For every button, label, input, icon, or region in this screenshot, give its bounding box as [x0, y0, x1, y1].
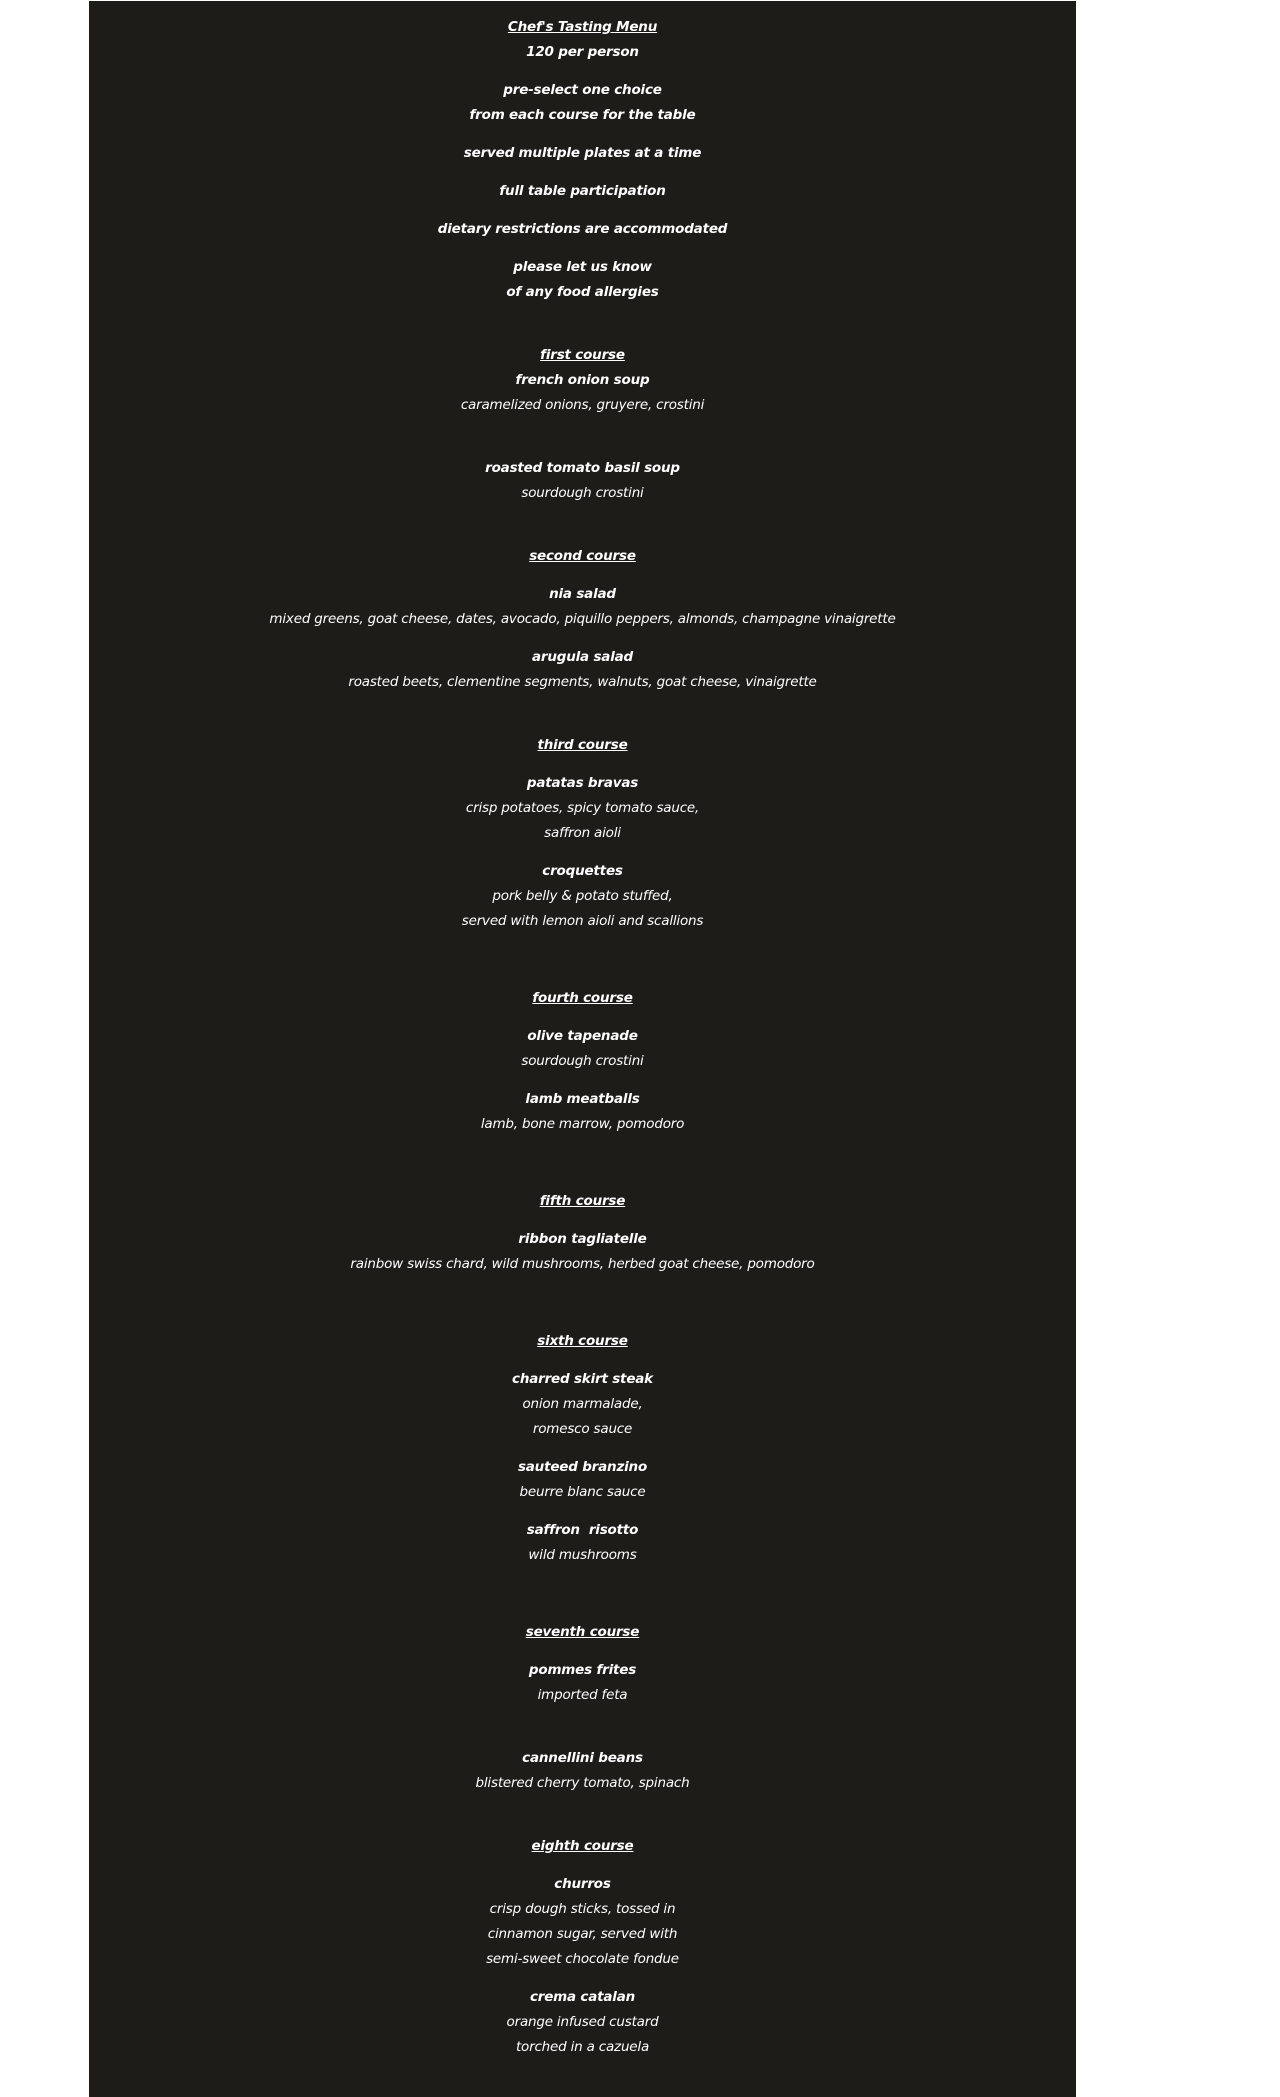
course-heading: third course [537, 737, 628, 753]
dish-description: onion marmalade, [522, 1396, 643, 1412]
note-line: full table participation [499, 183, 666, 199]
dish-name: churros [554, 1876, 611, 1892]
dish-description: rainbow swiss chard, wild mushrooms, herbed goat cheese, pomodoro [350, 1256, 815, 1272]
dish-name: lamb meatballs [525, 1091, 640, 1107]
course-sixth [89, 1329, 1076, 1568]
dish-description: sourdough crostini [521, 485, 644, 501]
dish-name: olive tapenade [527, 1028, 638, 1044]
dish-name: pommes frites [528, 1662, 637, 1678]
course-eighth [89, 1834, 1076, 2060]
course-heading: first course [540, 347, 625, 363]
dish-name: ribbon tagliatelle [518, 1231, 647, 1247]
dish-name: crema catalan [529, 1989, 636, 2005]
note-line: of any food allergies [506, 284, 659, 300]
course-first [89, 343, 1076, 506]
menu-title: Chef's Tasting Menu [507, 19, 658, 35]
course-heading: sixth course [537, 1333, 628, 1349]
dish-name: patatas bravas [526, 775, 639, 791]
dish-name: charred skirt steak [512, 1371, 653, 1387]
course-heading: fourth course [532, 990, 633, 1006]
course-second [89, 544, 1076, 695]
dish-name: saffron risotto [526, 1522, 639, 1538]
course-seventh [89, 1620, 1076, 1796]
dish-name: nia salad [549, 586, 616, 602]
note-line: served multiple plates at a time [463, 145, 702, 161]
menu-panel [89, 1, 1076, 2097]
note-line: dietary restrictions are accommodated [437, 221, 728, 237]
note-line: from each course for the table [469, 107, 696, 123]
dish-description: romesco sauce [532, 1421, 633, 1437]
note-line: pre-select one choice [503, 82, 662, 98]
dish-description: mixed greens, goat cheese, dates, avocado, piquillo peppers, almonds, champagne vinaigrette [269, 611, 896, 627]
dish-name: cannellini beans [522, 1750, 643, 1766]
dish-description: imported feta [537, 1687, 628, 1703]
course-third [89, 733, 1076, 934]
dish-description: cinnamon sugar, served with [487, 1926, 678, 1942]
dish-description: orange infused custard [506, 2014, 659, 2030]
course-heading: fifth course [539, 1193, 626, 1209]
dish-name: sauteed branzino [517, 1459, 648, 1475]
dish-description: sourdough crostini [521, 1053, 644, 1069]
course-heading: eighth course [531, 1838, 634, 1854]
dish-description: served with lemon aioli and scallions [461, 913, 704, 929]
dish-name: arugula salad [531, 649, 634, 665]
course-heading: seventh course [525, 1624, 640, 1640]
dish-description: blistered cherry tomato, spinach [475, 1775, 690, 1791]
dish-description: caramelized onions, gruyere, crostini [460, 397, 705, 413]
dish-description: semi-sweet chocolate fondue [486, 1951, 679, 1967]
dish-name: croquettes [542, 863, 623, 879]
dish-description: saffron aioli [544, 825, 621, 841]
course-fourth [89, 986, 1076, 1137]
dish-description: crisp dough sticks, tossed in [489, 1901, 676, 1917]
note-line: please let us know [513, 259, 652, 275]
dish-name: french onion soup [515, 372, 650, 388]
dish-description: roasted beets, clementine segments, walnuts, goat cheese, vinaigrette [348, 674, 817, 690]
menu-price: 120 per person [526, 44, 639, 60]
dish-description: torched in a cazuela [515, 2039, 650, 2055]
menu-notes [89, 78, 1076, 305]
dish-description: beurre blanc sauce [519, 1484, 646, 1500]
dish-description: pork belly & potato stuffed, [492, 888, 673, 904]
course-heading: second course [529, 548, 636, 564]
dish-description: lamb, bone marrow, pomodoro [480, 1116, 685, 1132]
dish-name: roasted tomato basil soup [485, 460, 680, 476]
dish-description: crisp potatoes, spicy tomato sauce, [465, 800, 700, 816]
dish-description: wild mushrooms [528, 1547, 637, 1563]
course-fifth [89, 1189, 1076, 1277]
